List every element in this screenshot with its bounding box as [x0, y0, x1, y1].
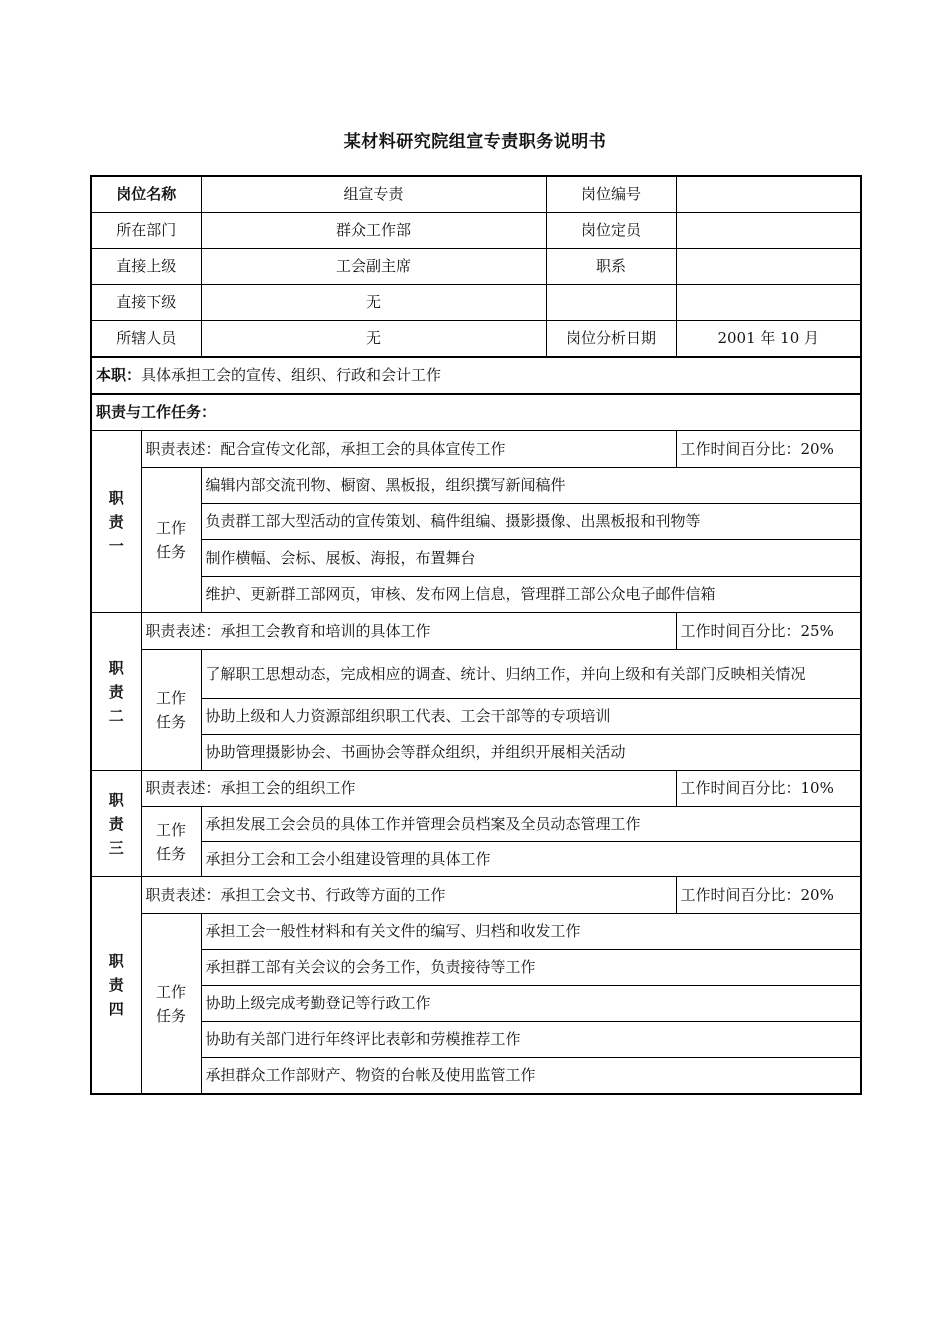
info-label: 岗位定员 [546, 213, 676, 249]
info-value [676, 285, 861, 321]
info-label: 所辖人员 [91, 321, 201, 358]
info-label: 岗位分析日期 [546, 321, 676, 358]
task-row [91, 650, 861, 699]
task-item: 承担群工部有关会议的会务工作，负责接待等工作 [201, 950, 861, 986]
info-label: 职系 [546, 249, 676, 285]
main-duty-label: 本职： [96, 366, 142, 385]
task-item: 协助上级和人力资源部组织职工代表、工会干部等的专项培训 [201, 699, 861, 735]
duty-desc-row [91, 877, 861, 914]
task-item: 协助有关部门进行年终评比表彰和劳模推荐工作 [201, 1022, 861, 1058]
task-row [91, 699, 861, 735]
info-label: 直接下级 [91, 285, 201, 321]
duty-description: 职责表述：承担工会教育和培训的具体工作 [141, 613, 676, 650]
info-row [91, 321, 861, 358]
duty-label: 职 责 二 [91, 613, 141, 771]
task-label: 工作 任务 [141, 650, 201, 771]
info-row [91, 249, 861, 285]
section-row [91, 394, 861, 431]
task-item: 维护、更新群工部网页，审核、发布网上信息，管理群工部公众电子邮件信箱 [201, 577, 861, 613]
duty-desc-row [91, 431, 861, 468]
job-info-table [90, 175, 862, 1095]
task-row [91, 807, 861, 842]
task-label: 工作 任务 [141, 914, 201, 1095]
duty-label: 职 责 一 [91, 431, 141, 613]
info-value: 群众工作部 [201, 213, 546, 249]
task-item: 承担工会一般性材料和有关文件的编写、归档和收发工作 [201, 914, 861, 950]
task-row [91, 468, 861, 504]
task-row [91, 1058, 861, 1095]
task-row [91, 504, 861, 540]
task-item: 协助管理摄影协会、书画协会等群众组织，并组织开展相关活动 [201, 735, 861, 771]
task-item: 了解职工思想动态，完成相应的调查、统计、归纳工作，并向上级和有关部门反映相关情况 [201, 650, 861, 699]
task-row [91, 735, 861, 771]
info-value [676, 249, 861, 285]
task-row [91, 577, 861, 613]
duty-desc-row [91, 613, 861, 650]
info-label: 直接上级 [91, 249, 201, 285]
duty-percent: 工作时间百分比：25% [676, 613, 861, 650]
duty-desc-row [91, 771, 861, 807]
task-item: 承担分工会和工会小组建设管理的具体工作 [201, 842, 861, 877]
task-item: 协助上级完成考勤登记等行政工作 [201, 986, 861, 1022]
main-duty-row [91, 357, 861, 394]
task-label: 工作 任务 [141, 807, 201, 877]
task-row [91, 986, 861, 1022]
info-label: 岗位编号 [546, 176, 676, 213]
info-row [91, 285, 861, 321]
main-duty-text: 具体承担工会的宣传、组织、行政和会计工作 [141, 366, 442, 385]
task-row [91, 1022, 861, 1058]
section-label: 职责与工作任务： [91, 394, 861, 431]
page-title: 某材料研究院组宣专责职务说明书 [343, 132, 607, 152]
duty-label: 职 责 四 [91, 877, 141, 1095]
info-label [546, 285, 676, 321]
duty-label: 职 责 三 [91, 771, 141, 877]
info-value: 无 [201, 285, 546, 321]
task-item: 制作横幅、会标、展板、海报，布置舞台 [201, 540, 861, 577]
info-value [676, 213, 861, 249]
task-item: 编辑内部交流刊物、橱窗、黑板报，组织撰写新闻稿件 [201, 468, 861, 504]
info-value: 无 [201, 321, 546, 358]
duty-percent: 工作时间百分比：10% [676, 771, 861, 807]
task-item: 承担群众工作部财产、物资的台帐及使用监管工作 [201, 1058, 861, 1095]
info-value: 组宣专责 [201, 176, 546, 213]
task-row [91, 914, 861, 950]
info-row [91, 213, 861, 249]
info-label: 岗位名称 [91, 176, 201, 213]
info-value: 2001 年 10 月 [676, 321, 861, 358]
info-value [676, 176, 861, 213]
task-item: 承担发展工会会员的具体工作并管理会员档案及全员动态管理工作 [201, 807, 861, 842]
info-value: 工会副主席 [201, 249, 546, 285]
info-label: 所在部门 [91, 213, 201, 249]
duty-percent: 工作时间百分比：20% [676, 431, 861, 468]
task-label: 工作 任务 [141, 468, 201, 613]
duty-description: 职责表述：承担工会文书、行政等方面的工作 [141, 877, 676, 914]
task-item: 负责群工部大型活动的宣传策划、稿件组编、摄影摄像、出黑板报和刊物等 [201, 504, 861, 540]
task-row [91, 540, 861, 577]
task-row [91, 842, 861, 877]
duty-description: 职责表述：承担工会的组织工作 [141, 771, 676, 807]
job-description-document [90, 175, 860, 1095]
info-row [91, 176, 861, 213]
duty-description: 职责表述：配合宣传文化部，承担工会的具体宣传工作 [141, 431, 676, 468]
task-row [91, 950, 861, 986]
duty-percent: 工作时间百分比：20% [676, 877, 861, 914]
